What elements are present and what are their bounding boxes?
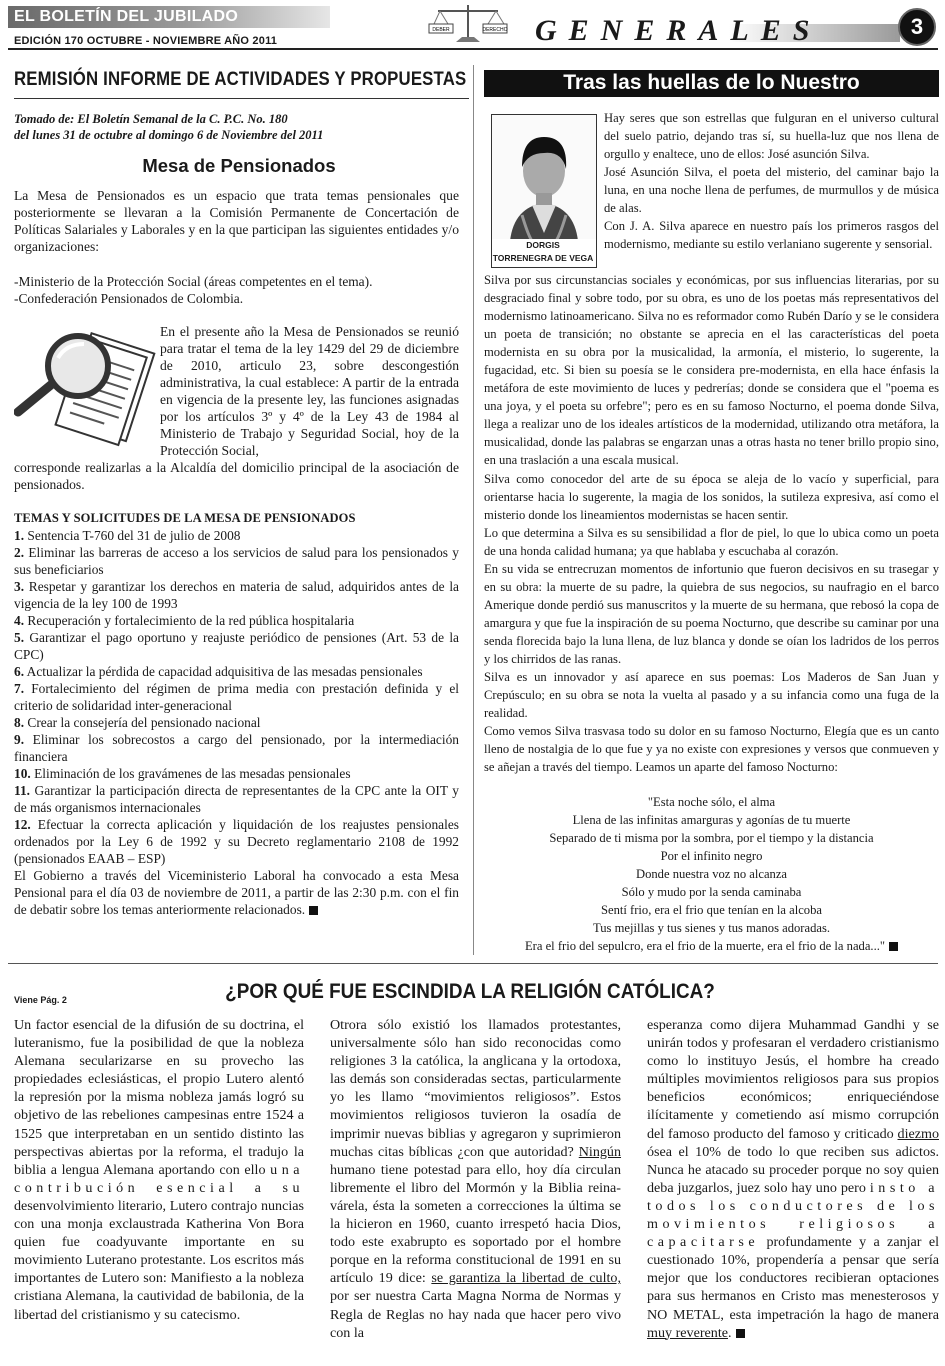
end-of-article-mark xyxy=(736,1329,745,1338)
left-paragraph-1: La Mesa de Pensionados es un espacio que trata temas pensionales que posteriormente se llevaran a la Comisión Permanente de Concertación de Políticas Salariales y Laborales y en la que participan las siguientes entidades y/o organizaciones: xyxy=(14,188,459,254)
topic-number: 2. xyxy=(14,545,25,560)
column-divider xyxy=(473,65,474,955)
poem-line: Separado de ti misma por la sombra, por el tiempo y la distancia xyxy=(549,830,874,845)
topic-item xyxy=(14,765,459,782)
body-paragraph: En su vida se entrecruzan momentos de infortunio que fueron decisivos en su trasegar y en su obra: la muerte de su padre, la quiebra de sus negocios, su naufragio en el barco Amerique donde perdió sus manuscritos y la muerte de su hermana, que rebosó la copa de amargura y que fue la inspiración de su poema Nocturno, que describe su caminar por una senda florecida bajo la luna llena, de luz blanca y donde se oían los ladridos de los perros y los chirridos de las ranas. xyxy=(484,561,939,666)
photo-caption-line-1: DORGIS xyxy=(526,240,560,250)
poem-excerpt xyxy=(484,794,939,956)
column-text-spaced: una contribución esencial a su xyxy=(14,1161,304,1196)
body-paragraph: Lo que determina a Silva es su sensibilidad a flor de piel, lo que lo ubica como un poeta de una honda calidad humana; ya que hablaba y escuchaba al corazón. xyxy=(484,525,939,558)
topic-text: Sentencia T-760 del 31 de julio de 2008 xyxy=(24,528,241,543)
bottom-column-3 xyxy=(647,1016,939,1342)
topics-list xyxy=(14,527,459,918)
underlined-text: Ningún xyxy=(578,1143,622,1160)
column-text: Otrora sólo existió los llamados protestantes, universalmente sólo han sido reconocidas como religiones 3 la católica, la anglicana y la ortodoxa, las demás son consideradas sectas, particularmente yo les llamo “movimientos religiosos”. Estos movimientos religiosos tuvieron la osadía de imprimir nuevas biblias y agregaron y suprimieron muchas citas bíblicas ¿con que autoridad? xyxy=(330,1017,621,1160)
topic-item xyxy=(14,612,459,629)
column-text: desenvolvimiento literario, Lutero contrajo nuncias con una monja exclaustrada Katherina Von Bora quien fue coadyuvante importante en su movimiento Luterano protestante. Los escritos más importantes de Lutero son: Manifiesto a la nobleza cristiana Alemana, la cautividad de babilonia, de la libertad del cristianismo y su catecismo. xyxy=(14,1197,304,1323)
topics-heading: TEMAS Y SOLICITUDES DE LA MESA DE PENSIONADOS xyxy=(14,511,356,525)
topic-number: 12. xyxy=(14,817,31,832)
topic-number: 8. xyxy=(14,715,25,730)
topic-text: Eliminar los sobrecostos a cargo del pensionado, por la intermediación financiera xyxy=(14,732,459,764)
left-article-source xyxy=(14,111,464,143)
topic-item xyxy=(14,663,459,680)
right-article-title: Tras las huellas de lo Nuestro xyxy=(563,71,860,94)
topic-item xyxy=(14,680,459,714)
column-text: profundamente y a zanjar el cuestionado 10%, propendería a pensar que sería mejor que los conductores recibieran optaciones para sus hermanos en Cristo mas menesterosos y NO METAL, esta impetración la hago de manera xyxy=(647,1234,939,1323)
column-text: humano tiene potestad para ello, hoy día circulan libremente el libro del Mormón y la Biblia reina-várela, ésta la someten a correcciones la última se la hicieron en 1960, cuanto irrespetó hacia Dios, todo este exabrupto es soportado por el hombre porque en la reforma constitucional de 1991 en su artículo 19 dice: xyxy=(330,1161,621,1287)
column-text: esperanza como dijera Muhammad Gandhi y se unirán todos y profesaran el verdadero cristianismo como lo instituyo Jesús, el hombre ha creado múltiples movimientos religiosos para sus propios beneficios económicos; enriqueciéndose ilícitamente y cometiendo así mismo corrupción del famoso producto del famoso y criticado xyxy=(647,1017,939,1142)
topic-text: Eliminación de los gravámenes de las mesadas pensionales xyxy=(30,766,351,781)
right-paragraph-1: Hay seres que son estrellas que fulguran en el universo cultural del suelo patrio, dejando tras sí, su huella-luz que nos llena de orgullo y enaltece, uno de ellos: José asunción Silva. xyxy=(604,111,939,161)
right-paragraph-2: José Asunción Silva, el poeta del misterio, del caminar bajo la luna, en una noche llena de perfumes, de murmullos y de música de alas. xyxy=(604,165,939,215)
underlined-text: muy reverente xyxy=(647,1324,728,1341)
column-text-spaced: insto a todos los conductores de los movimientos religiosos a capacitarse xyxy=(647,1179,939,1251)
poem-line: Por el infinito negro xyxy=(660,848,763,863)
topic-text: Actualizar la pérdida de capacidad adquisitiva de las mesadas pensionales xyxy=(24,664,423,679)
topic-item xyxy=(14,714,459,731)
topic-item xyxy=(14,578,459,612)
bottom-column-1 xyxy=(14,1016,304,1324)
bottom-column-2 xyxy=(330,1016,621,1342)
body-paragraph: Silva es un innovador y así aparece en sus poemas: Los Maderos de San Juan y Crepúsculo; en su obra se nota la vuelta al pasado y a su infancia como una fuga de la realidad. xyxy=(484,670,939,721)
topic-item xyxy=(14,816,459,867)
topic-text: Efectuar la correcta aplicación y liquidación de los reajustes pensionales ordenados por la Ley 6 de 1992 y su Decreto reglamentario 2108 de 1992 (pensionados EAAB – ESP) xyxy=(14,817,459,866)
topic-text: Fortalecimiento del régimen de prima media con prestación definida y el criterio de solidaridad inter-generacional xyxy=(14,681,459,713)
topic-number: 3. xyxy=(14,579,25,594)
topic-number: 9. xyxy=(14,732,25,747)
topic-number: 6. xyxy=(14,664,25,679)
topic-item xyxy=(14,527,459,544)
left-article-subtitle: Mesa de Pensionados xyxy=(142,155,336,176)
scales-of-justice-icon xyxy=(428,2,508,44)
left-title-rule xyxy=(14,98,469,99)
topic-item xyxy=(14,629,459,663)
edition-line: EDICIÓN 170 OCTUBRE - NOVIEMBRE AÑO 2011 xyxy=(14,35,278,47)
closing-text: El Gobierno a través del Viceministerio Laboral ha convocado a esta Mesa Pensional para el día 03 de noviembre de 2011, a partir de las 2:30 p.m. con el fin de debatir sobre los temas anteriormente relacionados. xyxy=(14,868,459,917)
right-article-body xyxy=(484,271,939,776)
poem-line: Tus mejillas y tus sienes y tus manos adoradas. xyxy=(592,920,831,935)
body-paragraph: Como vemos Silva trasvasa todo su dolor en su famoso Nocturno, Elegía que es un canto lleno de nostalgia de lo que fue y ya no existe con expresiones y versos que conmueven y se añejan a través del tiempo. Leamos un aparte del famoso Nocturno: xyxy=(484,724,939,775)
poem-line: Sólo y mudo por la senda caminaba xyxy=(621,884,802,899)
participant-item: -Confederación Pensionados de Colombia. xyxy=(14,291,244,306)
poem-line: "Esta noche sólo, el alma xyxy=(647,795,776,809)
topic-text: Crear la consejería del pensionado nacional xyxy=(24,715,261,730)
topic-number: 1. xyxy=(14,528,25,543)
topic-number: 10. xyxy=(14,766,31,781)
source-line-1: Tomado de: El Boletín Semanal de la C. P.C. No. 180 xyxy=(14,112,288,126)
right-paragraph-3: Con J. A. Silva aparece en nuestro país los primeros rasgos del modernismo, mediante su estilo verlaniano sugerente y sensorial. xyxy=(604,219,939,251)
topic-text: Eliminar las barreras de acceso a los servicios de salud para los pensionados y sus beneficiarios xyxy=(14,545,459,577)
magnifier-document-icon xyxy=(14,332,156,450)
scale-label-right: DERECHO xyxy=(482,27,508,33)
topic-text: Garantizar el pago oportuno y reajuste periódico de pensiones (Art. 53 de la CPC) xyxy=(14,630,459,662)
topic-number: 5. xyxy=(14,630,25,645)
source-line-2: del lunes 31 de octubre al domingo 6 de Noviembre del 2011 xyxy=(14,128,324,142)
poem-line: Donde nuestra voz no alcanza xyxy=(635,866,788,881)
publication-title: EL BOLETÍN DEL JUBILADO xyxy=(14,8,239,25)
bottom-article-title: ¿POR QUÉ FUE ESCINDIDA LA RELIGIÓN CATÓLICA? xyxy=(225,980,715,1003)
body-paragraph: Silva como conocedor del arte de su época se aleja de lo vacío y superficial, para orientarse hacia lo sugerente, la magia de los sonidos, la sutileza expresiva, así como el misterio donde los lineamientos modernistas se hacen sentir. xyxy=(484,471,939,522)
section-title: GENERALES xyxy=(535,14,822,47)
column-text: por ser nuestra Carta Magna Norma de Normas y Regla de Reglas no hay nada que hacer pero vivo con la xyxy=(330,1288,621,1341)
topic-text: Respetar y garantizar los derechos en materia de salud, adquiridos antes de la vigencia de la ley 100 de 1993 xyxy=(14,579,459,611)
left-paragraph-2-continued: corresponde realizarlas a la Alcaldía del domicilio principal de la asociación de pensionados. xyxy=(14,460,459,492)
poem-line: Era el frio del sepulcro, era el frio de la muerte, era el frio de la nada..." xyxy=(524,938,886,953)
topic-item xyxy=(14,544,459,578)
topic-number: 11. xyxy=(14,783,30,798)
left-article-title: REMISIÓN INFORME DE ACTIVIDADES Y PROPUESTAS xyxy=(14,68,467,90)
participants-list xyxy=(14,273,459,307)
topic-item xyxy=(14,731,459,765)
column-text: . xyxy=(728,1324,732,1341)
closing-paragraph xyxy=(14,867,459,918)
underlined-text: se garantiza la libertad de culto, xyxy=(431,1270,621,1287)
poem-line-last xyxy=(484,938,939,956)
column-text: ósea el 10% de todo lo que reciben sus adictos. Nunca he atacado su proceder porque no soy quien deba juzgarlos, juez solo hay uno pero xyxy=(647,1143,939,1196)
bottom-section-rule xyxy=(8,963,938,964)
column-text: Un factor esencial de la difusión de su doctrina, el luteranismo, fue la posibilidad de que la nobleza Alemana secularizarse en su provecho las propiedades eclesiásticas, el propio Lutero alentó la represión por la misma nobleza jamás logró su objetivo de las rebeliones campesinas entre 1524 a 1525 que interpretaban en un sentido distinto las perspectivas abiertas por la reforma, el tradujo la biblia a lengua Alemana aportando con ello xyxy=(14,1017,304,1178)
continued-from-label: Viene Pág. 2 xyxy=(14,995,67,1005)
end-of-article-mark xyxy=(889,942,898,951)
topic-number: 7. xyxy=(14,681,25,696)
topic-text: Garantizar la participación directa de representantes de la CPC ante la OIT y de más organismos internacionales xyxy=(14,783,459,815)
page-number-badge: 3 xyxy=(898,8,936,46)
underlined-text: diezmo xyxy=(897,1125,939,1142)
participant-item: -Ministerio de la Protección Social (áreas competentes en el tema). xyxy=(14,274,373,289)
poem-line: Llena de las infinitas amarguras y agonías de tu muerte xyxy=(572,812,851,827)
end-of-article-mark xyxy=(309,906,318,915)
left-paragraph-2: En el presente año la Mesa de Pensionados se reunió para tratar el tema de la ley 1429 del 29 de diciembre de 2010, articulo 23, sobre descongestión administrativa, la cual establece: A partir de la entrada en vigencia de la presente ley, las funciones asignadas por los artículos 3º y 4º de la Ley 43 de 1984 al Ministerio de Trabajo y Seguridad Social, hoy de la Protección Social, xyxy=(160,324,459,458)
poem-line: Sentí frio, era el frio que tenían en la alcoba xyxy=(601,902,822,917)
topic-item xyxy=(14,782,459,816)
scale-label-left: DEBER xyxy=(432,27,450,33)
body-paragraph: Silva por sus circunstancias sociales y económicas, por sus influencias literarias, por su desgraciado final y sobre todo, por su obra, es uno de los poetas más representativos del modernismo latinoamericano. Silva no es reformador como Rubén Darío y se le considera un poeta de transición; no obstante se aprecia en el las características del poeta modernista en su obra por la musicalidad, la armonía, el misterio, lo sugerente, la fugacidad, etc. Si bien su poesía se le considera pre-modernista, en ella hace énfasis la metáfora de este movimiento de luces y pedrerías; donde se considera que el "poema es una joya, y el poeta su orfebre"; pero es en su famoso Nocturno, el poema donde Silva, llega a realizar uno de los ideales artísticos de la modernidad, utilizando otra metáfora, la musicalidad, donde las palabras se engarzan unas a otras hasta no tener brillo propio sino, en una traslación a una escala musical. xyxy=(484,273,939,468)
photo-caption-line-2: TORRENEGRA DE VEGA xyxy=(492,253,594,263)
header-rule xyxy=(8,48,938,50)
topic-number: 4. xyxy=(14,613,25,628)
topic-text: Recuperación y fortalecimiento de la red pública hospitalaria xyxy=(24,613,355,628)
